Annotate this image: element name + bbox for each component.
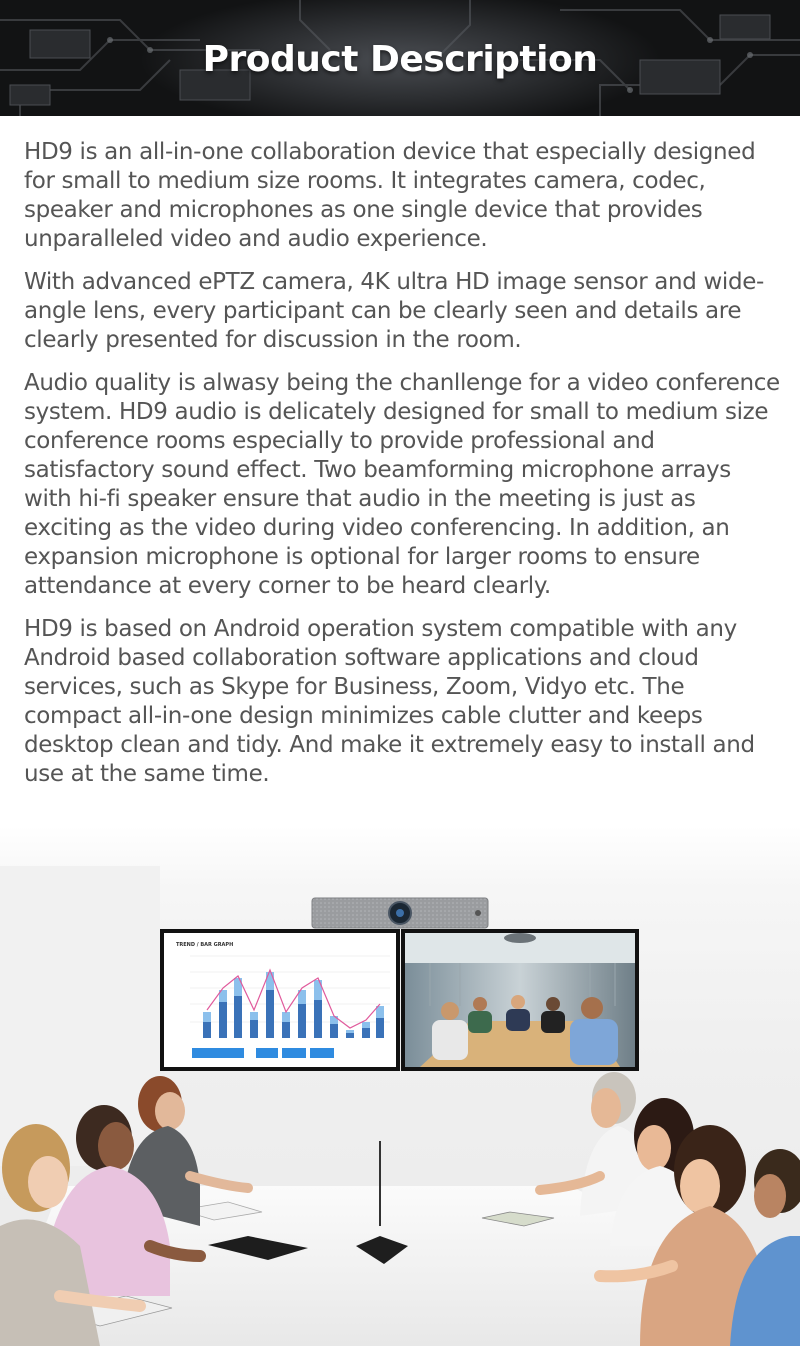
video-bar-device — [312, 898, 488, 928]
paragraph-overview: HD9 is an all-in-one collaboration device that especially designed for small to medium size rooms. It integrates camera, codec, speaker and microphones as one single device that provides unparalleled video and audio experience. — [24, 139, 756, 252]
paragraph-software: HD9 is based on Android operation system compatible with any Android based collaboration software applications and cloud services, such as Skype for Business, Zoom, Vidyo etc. The compact all-in-one design minimizes cable clutter and keeps desktop clean and tidy. And make it extremely easy to install and use at the same time. — [24, 616, 755, 787]
header-banner — [0, 0, 800, 116]
page-title: Product Description — [202, 39, 598, 80]
right-display-video-call — [401, 929, 639, 1071]
meeting-room-image — [0, 826, 800, 1346]
paragraph-audio: Audio quality is alwasy being the chanllenge for a video conference system. HD9 audio is delicately designed for small to medium size conference rooms especially to provide professional and satisfactory sound effect. Two beamforming microphone arrays with hi-fi speaker ensure that audio in the meeting is just as exciting as the video during video conferencing. In addition, an expansion microphone is optional for larger rooms to ensure attendance at every corner to be heard clearly. — [24, 370, 780, 599]
product-description — [24, 138, 784, 803]
screen-chart-title: TREND / BAR GRAPH — [176, 942, 234, 948]
meeting-room-illustration — [0, 826, 800, 1346]
left-display-chart — [160, 929, 400, 1071]
screen-buttons — [192, 1048, 334, 1058]
paragraph-camera: With advanced ePTZ camera, 4K ultra HD image sensor and wide-angle lens, every participant can be clearly seen and details are clearly presented for discussion in the room. — [24, 269, 764, 353]
